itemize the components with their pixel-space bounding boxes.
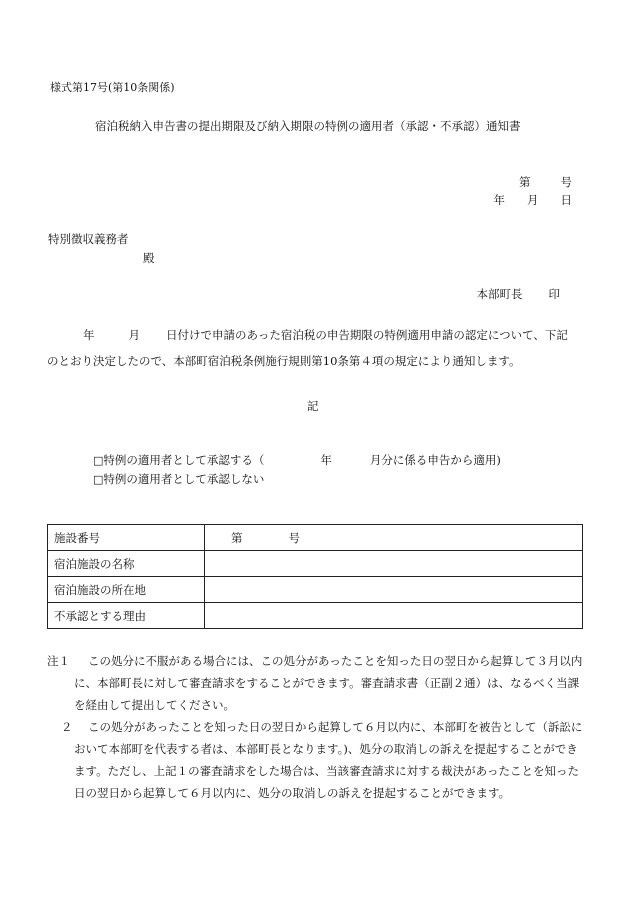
honorific-tono: 殿	[143, 251, 155, 265]
note-2-mark: ２	[61, 720, 73, 734]
body-month-label: 月	[128, 328, 140, 342]
option-reject-label: 特例の適用者として承認しない	[103, 472, 265, 486]
document-title: 宿泊税納入申告書の提出期限及び納入期限の特例の適用者（承認・不承認）通知書	[95, 119, 521, 133]
addressee-label: 特別徴収義務者	[48, 232, 129, 246]
table-value-rejection-reason[interactable]	[205, 603, 583, 629]
table-row	[48, 603, 583, 629]
dai-label: 第	[519, 175, 531, 189]
day-label: 日	[560, 193, 572, 207]
form-number: 様式第17号(第10条関係)	[50, 81, 175, 94]
table-value-facility-number[interactable]	[205, 525, 583, 551]
option-approve-label: 特例の適用者として承認する（	[103, 453, 265, 467]
table-label-facility-number: 施設番号	[48, 525, 205, 551]
seal-mark: 印	[548, 287, 560, 301]
note-2	[47, 716, 583, 804]
table-value-facility-address[interactable]	[205, 577, 583, 603]
facility-table	[47, 524, 583, 629]
table-label-facility-address: 宿泊施設の所在地	[48, 577, 205, 603]
option-approve-year: 年	[320, 453, 332, 467]
checkbox-reject[interactable]: □	[93, 473, 104, 486]
note-1-text: この処分に不服がある場合には、この処分があったことを知った日の翌日から起算して３月以内に、本部町長に対して審査請求をすることができます。審査請求書（正副２通）は、なるべく当課を経由して提出してください。	[74, 654, 583, 712]
document-number-line	[519, 177, 572, 189]
issuer-line	[477, 289, 561, 301]
body-text: 日付けで申請のあった宿泊税の申告期限の特例適用申請の認定について、下記のとおり決定したので、本部町宿泊税条例施行規則第10条第４項の規定により通知します。	[47, 328, 568, 368]
ki-heading: 記	[307, 399, 319, 413]
checkbox-approve[interactable]: □	[93, 454, 104, 467]
facility-dai-label: 第	[231, 530, 243, 545]
month-label: 月	[527, 193, 539, 207]
body-year-label: 年	[83, 328, 95, 342]
facility-go-label: 号	[288, 530, 300, 545]
note-1	[47, 650, 583, 716]
table-value-facility-name[interactable]	[205, 551, 583, 577]
issuer-name: 本部町長	[476, 287, 523, 301]
table-label-rejection-reason: 不承認とする理由	[48, 603, 205, 629]
note-1-mark: 注１	[47, 654, 70, 668]
option-reject[interactable]	[93, 474, 264, 486]
date-line	[494, 195, 573, 207]
note-2-text: この処分があったことを知った日の翌日から起算して６月以内に、本部町を被告として（訴訟において本部町を代表する者は、本部町長となります。)、処分の取消しの訴えを提起することができます。ただし、上記１の審査請求をした場合は、当該審査請求に対する裁決があったことを知った日の翌日から起算して６月以内に、処分の取消しの訴えを提起することができます。	[74, 720, 583, 800]
option-approve-rest: 月分に係る申告から適用)	[369, 453, 501, 467]
body-paragraph	[47, 322, 579, 374]
table-row	[48, 551, 583, 577]
option-approve[interactable]	[93, 455, 501, 467]
year-label: 年	[493, 193, 505, 207]
notes-section	[47, 650, 583, 804]
table-label-facility-name: 宿泊施設の名称	[48, 551, 205, 577]
table-row	[48, 525, 583, 551]
table-row	[48, 577, 583, 603]
go-label: 号	[560, 175, 572, 189]
